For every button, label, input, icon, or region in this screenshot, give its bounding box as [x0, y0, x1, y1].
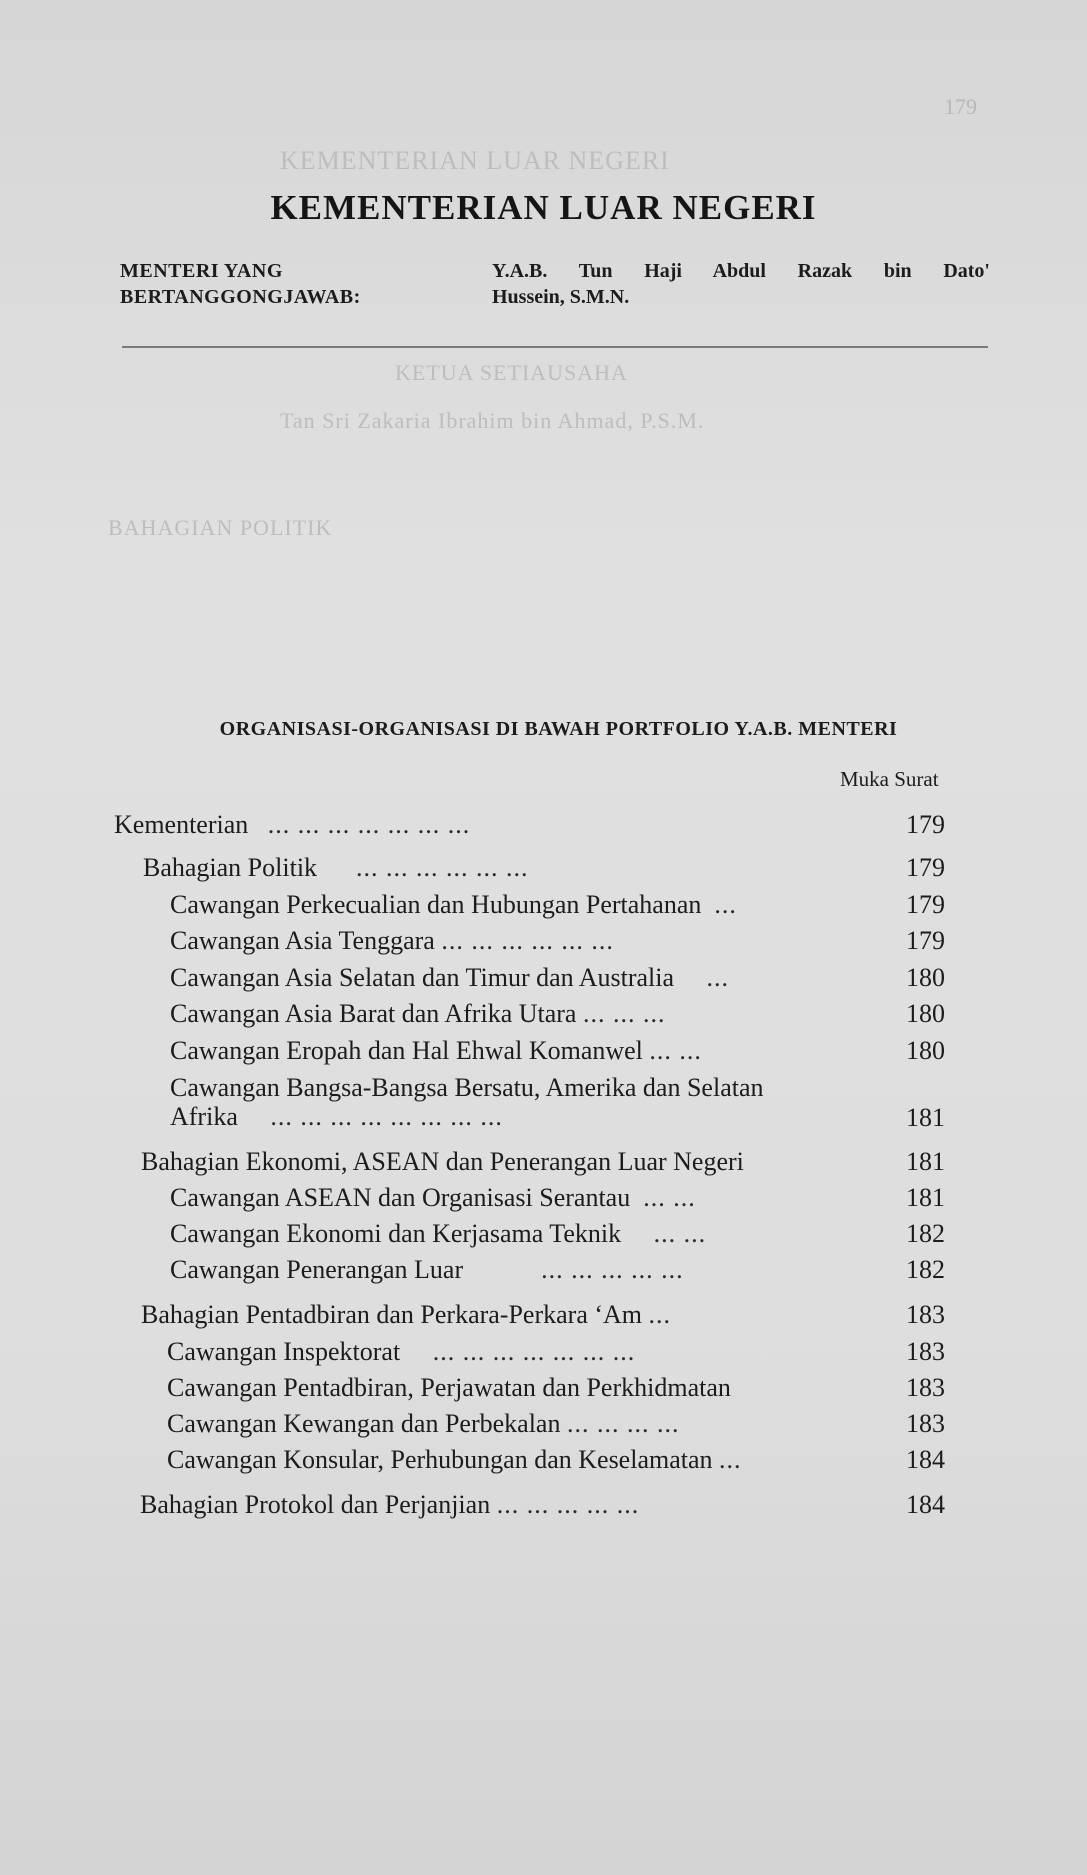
toc-leader-dots: ... ... ... ... ... ... ... — [432, 1337, 636, 1366]
toc-page-number: 183 — [906, 1409, 945, 1438]
toc-leader-dots: ... — [719, 1445, 742, 1474]
toc-page-number: 182 — [906, 1255, 945, 1284]
toc-entry-text-continued: Afrika — [170, 1102, 238, 1131]
toc-page-number: 181 — [906, 1103, 945, 1132]
toc-entry — [170, 1036, 702, 1066]
toc-entry — [167, 1337, 635, 1367]
toc-entry — [167, 1445, 742, 1475]
toc-leader-dots: ... ... ... ... ... ... ... — [267, 810, 471, 839]
toc-entry-text: Bahagian Protokol dan Perjanjian — [140, 1490, 491, 1519]
toc-entry-bahagian-pentadbiran — [141, 1300, 671, 1330]
toc-page-number: 179 — [906, 890, 945, 919]
toc-page-number: 182 — [906, 1219, 945, 1248]
toc-entry-text: Bahagian Pentadbiran dan Perkara-Perkara ‘Am — [141, 1300, 643, 1329]
toc-leader-dots: ... — [706, 963, 730, 992]
toc-entry-text: Cawangan Pentadbiran, Perjawatan dan Perkhidmatan — [167, 1373, 731, 1402]
toc-entry — [170, 926, 614, 956]
page-title: KEMENTERIAN LUAR NEGERI — [270, 188, 817, 227]
toc-entry-text: Cawangan Asia Barat dan Afrika Utara — [170, 999, 577, 1028]
toc-entry — [167, 1409, 679, 1439]
toc-page-number: 180 — [906, 999, 945, 1028]
toc-leader-dots: ... ... ... ... ... ... — [441, 926, 614, 955]
toc-leader-dots: ... ... ... ... ... — [496, 1490, 640, 1519]
toc-leader-dots: ... ... — [653, 1219, 707, 1248]
toc-leader-dots: ... ... ... — [582, 999, 666, 1028]
minister-label-line-2: BERTANGGONGJAWAB: — [120, 286, 361, 308]
toc-page-number: 183 — [906, 1373, 945, 1402]
minister-name-line-2: Hussein, S.M.N. — [492, 286, 630, 308]
toc-entry-text: Cawangan Bangsa-Bangsa Bersatu, Amerika dan Selatan — [170, 1073, 764, 1102]
toc-entry — [170, 1219, 706, 1249]
toc-entry — [170, 963, 729, 993]
page-column-header: Muka Surat — [840, 767, 939, 791]
toc-leader-dots: ... ... ... ... ... ... ... ... — [270, 1102, 503, 1131]
toc-entry-bahagian-ekonomi — [141, 1147, 744, 1177]
toc-entry-text: Bahagian Politik — [143, 853, 318, 882]
toc-leader-dots: ... ... ... ... — [566, 1409, 680, 1438]
bleed-through-section: BAHAGIAN POLITIK — [108, 515, 333, 540]
toc-entry-text: Cawangan Ekonomi dan Kerjasama Teknik — [170, 1219, 622, 1248]
toc-entry-text: Cawangan Kewangan dan Perbekalan — [167, 1409, 561, 1438]
bleed-through-name: Tan Sri Zakaria Ibrahim bin Ahmad, P.S.M. — [280, 408, 705, 433]
toc-entry-text: Cawangan Asia Selatan dan Timur dan Australia — [170, 963, 675, 992]
toc-entry-text: Kementerian — [114, 810, 249, 839]
minister-name-line-1: Y.A.B. Tun Haji Abdul Razak bin Dato' — [492, 260, 990, 282]
toc-entry-text: Cawangan Eropah dan Hal Ehwal Komanwel — [170, 1036, 643, 1065]
toc-entry-bahagian-protokol — [140, 1490, 639, 1520]
toc-entry-text: Cawangan Konsular, Perhubungan dan Keselamatan — [167, 1445, 713, 1474]
toc-leader-dots: ... ... — [649, 1036, 702, 1065]
toc-page-number: 183 — [906, 1337, 945, 1366]
toc-entry-text: Cawangan Asia Tenggara — [170, 926, 435, 955]
toc-entry-text: Cawangan Perkecualian dan Hubungan Pertahanan — [170, 890, 702, 919]
toc-entry-kementerian — [114, 810, 470, 840]
toc-page-number: 181 — [906, 1183, 945, 1212]
toc-page-number: 180 — [906, 963, 945, 992]
page-number: 179 — [944, 94, 977, 119]
toc-leader-dots: ... ... ... ... ... ... — [356, 853, 529, 882]
toc-page-number: 181 — [906, 1147, 945, 1176]
toc-entry-text: Cawangan Penerangan Luar — [170, 1255, 464, 1284]
minister-name — [492, 258, 990, 310]
toc-page-number: 179 — [906, 853, 945, 882]
minister-label-line-1: MENTERI YANG — [120, 260, 283, 282]
toc-page-number: 184 — [906, 1445, 945, 1474]
toc-page-number: 180 — [906, 1036, 945, 1065]
toc-leader-dots: ... ... ... ... ... — [541, 1255, 684, 1284]
divider-rule — [122, 346, 988, 348]
bleed-through-title: KEMENTERIAN LUAR NEGERI — [280, 146, 670, 175]
toc-page-number: 179 — [906, 810, 945, 839]
bleed-through-heading: KETUA SETIAUSAHA — [395, 360, 628, 385]
toc-entry — [170, 1255, 684, 1285]
toc-entry-text: Bahagian Ekonomi, ASEAN dan Penerangan Luar Negeri — [141, 1147, 744, 1176]
toc-page-number: 184 — [906, 1490, 945, 1519]
toc-leader-dots: ... ... — [643, 1183, 696, 1212]
toc-entry — [170, 999, 665, 1029]
toc-entry-text: Cawangan ASEAN dan Organisasi Serantau — [170, 1183, 631, 1212]
toc-entry-text: Cawangan Inspektorat — [167, 1337, 401, 1366]
toc-entry-bahagian-politik — [143, 853, 529, 883]
toc-entry — [167, 1373, 731, 1403]
toc-page-number: 183 — [906, 1300, 945, 1329]
section-heading: ORGANISASI-ORGANISASI DI BAWAH PORTFOLIO Y.A.B. MENTERI — [219, 718, 898, 740]
toc-entry — [170, 1073, 764, 1131]
toc-leader-dots: ... — [714, 890, 737, 919]
toc-entry — [170, 890, 737, 920]
toc-entry — [170, 1183, 696, 1213]
minister-label — [120, 258, 450, 310]
toc-leader-dots: ... — [648, 1300, 672, 1329]
toc-page-number: 179 — [906, 926, 945, 955]
